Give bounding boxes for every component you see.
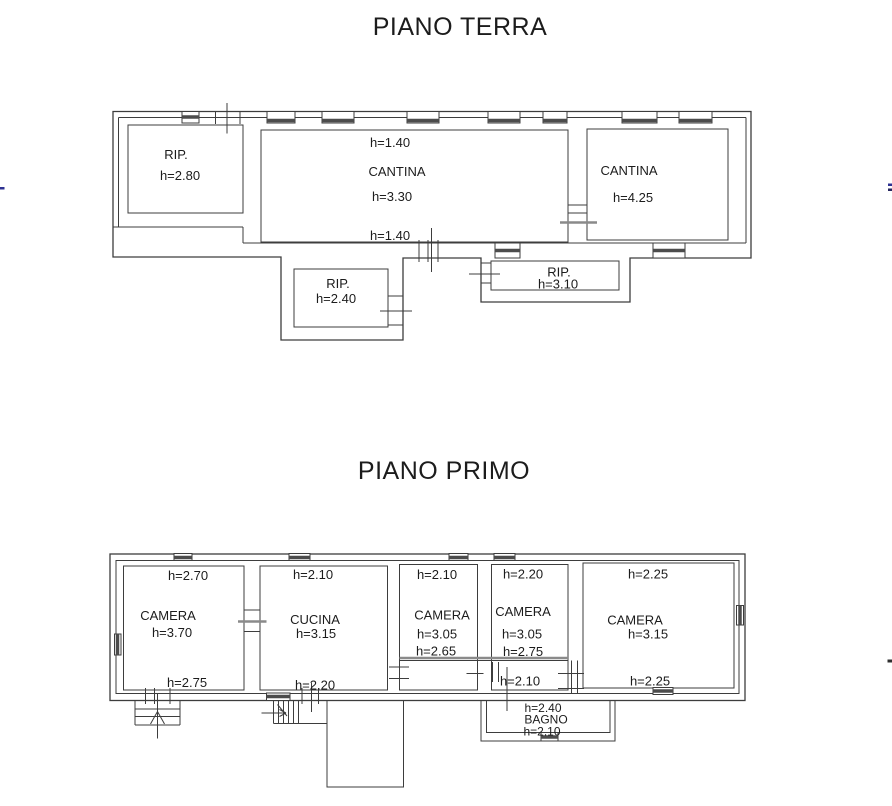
corridor-door-ticks [389,667,484,679]
edge-mark [888,184,892,187]
window-icon [289,554,310,561]
room-outlines [128,125,728,327]
room-height-label: h=3.10 [537,276,579,292]
interior-wall-lines [113,118,746,244]
ladder-rip-center [380,296,412,325]
room-name-label: BAGNO [524,712,568,727]
first-floor-plan [110,554,745,788]
room-height-label: h=3.70 [151,625,193,640]
window-icon [737,606,744,626]
room-height-label: h=2.25 [629,673,671,689]
room-height-label: h=2.65 [415,643,457,659]
first-floor-labels [140,567,670,739]
room-name-label: RIP. [164,147,188,162]
room-name-label: CANTINA [600,163,658,178]
edge-registration-marks [0,184,892,663]
window-icon [543,112,567,124]
room-height-label: h=2.20 [294,677,336,693]
window-icon [267,693,291,701]
room-name-label: RIP. [547,264,571,280]
room-height-label: h=2.75 [502,644,544,659]
room-height-label: h=4.25 [612,190,654,205]
room-name-label: CAMERA [607,612,663,628]
door-camera1-cucina [238,610,267,632]
room-height-label: h=2.75 [166,675,208,690]
window-icon [267,112,295,124]
room-height-label: h=2.40 [524,701,562,715]
edge-mark [888,660,892,663]
window-icon [449,554,468,561]
corridor-height-label: h=2.10 [499,673,541,689]
room-height-label: h=3.05 [501,626,543,642]
room-name-label: RIP. [326,276,350,291]
ladder-rip-right [469,263,500,283]
door-opening-cantina-wall [560,205,597,223]
window-icon [322,112,354,124]
window-icon [182,112,199,124]
room-height-label: h=2.70 [167,568,209,583]
room-cantina-main [261,130,568,242]
window-icon [622,112,657,124]
window-icon [495,243,520,258]
exterior-wall-outline [113,112,751,341]
room-name-label: CAMERA [414,607,470,623]
room-name-label: CAMERA [495,604,551,619]
room-height-label: h=2.10 [416,567,458,582]
window-icon [407,112,439,124]
annex-below-cucina [327,701,404,787]
room-height-label: h=2.25 [627,566,669,582]
edge-mark [888,189,892,192]
room-height-label: h=3.15 [627,626,669,642]
room-name-label: CUCINA [290,612,340,627]
window-icon [653,243,685,258]
stair-arrow-head [158,712,165,725]
window-icon [494,554,515,561]
stair-arrow-head [151,712,158,725]
room-height-label: h=2.20 [502,566,544,582]
door-opening-bottom-wall [419,228,438,272]
ground-floor-labels [160,135,658,306]
stairs-left [135,693,180,739]
edge-mark [0,187,5,190]
room-height-label: h=2.40 [315,291,357,306]
door-opening-top-wall [216,103,241,134]
window-icon [653,688,673,695]
door-openings [216,103,598,272]
ladders [380,263,500,325]
door-corridor-camera4 [558,661,584,694]
stairs-center [262,701,328,724]
annex-outline [327,701,404,787]
room-name-label: CANTINA [368,164,426,179]
room-cantina-right [587,129,728,240]
room-height-label: h=3.05 [416,626,458,642]
ground-floor-plan [113,103,751,340]
window-icon [488,112,520,124]
room-height-label: h=1.40 [369,228,411,243]
window-icon [115,634,122,655]
room-name-label: CAMERA [140,608,196,623]
ground-floor-title: PIANO TERRA [372,13,548,41]
room-height-label: h=2.10 [292,567,334,582]
first-floor-title: PIANO PRIMO [357,457,531,485]
room-height-label: h=1.40 [369,135,411,150]
room-height-label: h=3.30 [371,189,413,204]
room-height-label: h=2.80 [159,168,201,183]
room-height-label: h=2.10 [523,724,561,739]
window-icon [679,112,712,124]
window-icon [174,554,192,561]
room-height-label: h=3.15 [295,626,337,641]
